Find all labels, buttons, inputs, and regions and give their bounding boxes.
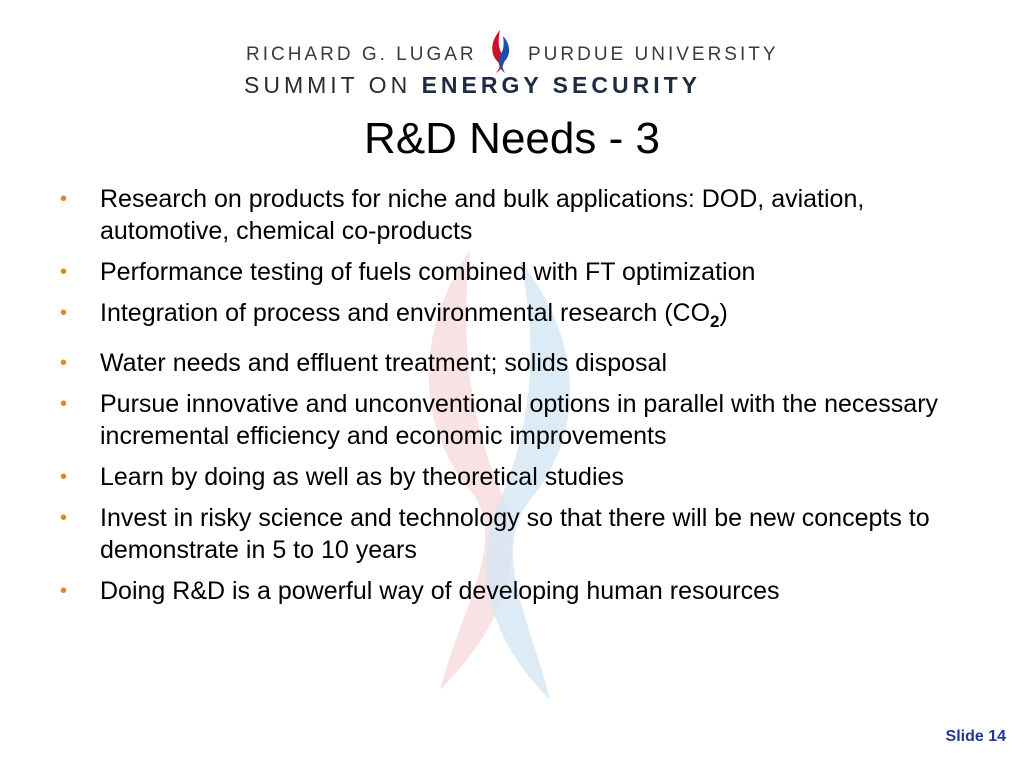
logo-summit-heavy: ENERGY SECURITY xyxy=(421,72,701,98)
bullet-text: Research on products for niche and bulk applications: DOD, aviation, automotive, chemical co-products xyxy=(100,185,865,245)
bullet-text: Learn by doing as well as by theoretical studies xyxy=(100,463,624,491)
bullet-dot: • xyxy=(60,393,68,415)
bullet-text: Water needs and effluent treatment; solids disposal xyxy=(100,349,667,377)
co2-subscript: 2 xyxy=(710,312,720,331)
bullet-dot: • xyxy=(60,580,68,602)
bullet-dot: • xyxy=(60,188,68,210)
logo-header xyxy=(0,0,1024,110)
bullet-dot: • xyxy=(60,352,68,374)
list-item xyxy=(58,347,978,379)
bullet-dot: • xyxy=(60,261,68,283)
bullet-text: Pursue innovative and unconventional options in parallel with the necessary incremental efficiency and economic improvements xyxy=(100,390,939,450)
slide-title: R&D Needs - 3 xyxy=(364,114,660,163)
logo-purdue-text: PURDUE UNIVERSITY xyxy=(528,44,779,65)
bullet-dot: • xyxy=(60,466,68,488)
list-item xyxy=(58,183,978,247)
bullet-dot: • xyxy=(60,507,68,529)
bullet-list xyxy=(58,183,978,616)
bullet-text: Doing R&D is a powerful way of developing human resources xyxy=(100,577,780,605)
co2-close-paren: ) xyxy=(719,299,728,327)
bullet-text: Integration of process and environmental research (CO xyxy=(100,299,711,327)
list-item xyxy=(58,388,978,452)
logo-summit-text xyxy=(244,72,701,99)
logo-lugar-text: RICHARD G. LUGAR xyxy=(246,44,477,65)
slide-number: Slide 14 xyxy=(945,728,1006,745)
flame-icon xyxy=(486,28,514,74)
list-item xyxy=(58,297,978,338)
list-item xyxy=(58,461,978,493)
list-item xyxy=(58,502,978,566)
bullet-dot: • xyxy=(60,302,68,324)
list-item xyxy=(58,256,978,288)
bullet-text: Performance testing of fuels combined with FT optimization xyxy=(100,258,756,286)
logo-summit-light: SUMMIT ON xyxy=(244,72,412,98)
list-item xyxy=(58,575,978,607)
bullet-text: Invest in risky science and technology so that there will be new concepts to demonstrate in 5 to 10 years xyxy=(100,504,930,564)
